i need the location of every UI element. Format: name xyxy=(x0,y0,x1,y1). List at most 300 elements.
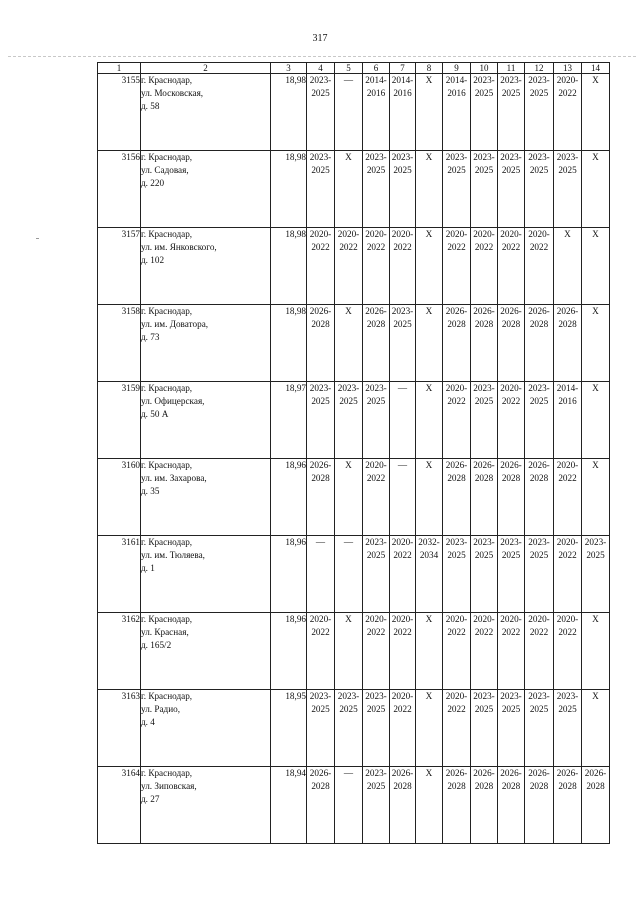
period-cell xyxy=(335,536,363,613)
period-line: 2023- xyxy=(528,691,550,701)
period-cell xyxy=(363,74,390,151)
period-cell xyxy=(390,151,416,228)
address-line: ул. им. Тюляева, xyxy=(141,550,205,560)
period-line: 2023- xyxy=(528,75,550,85)
period-cell xyxy=(443,74,471,151)
period-line: 2028 xyxy=(311,781,330,791)
period-line: 2016 xyxy=(558,396,577,406)
period-cell xyxy=(582,536,610,613)
period-line: 2025 xyxy=(474,165,494,175)
period-line: X xyxy=(592,383,599,393)
period-line: 2028 xyxy=(311,473,330,483)
period-line: 2023- xyxy=(445,537,468,547)
period-line: 2020- xyxy=(365,229,387,239)
period-line: 2025 xyxy=(501,550,521,560)
period-line: 2023- xyxy=(365,768,387,778)
address-line: ул. Офицерская, xyxy=(141,396,205,406)
period-line: 2028 xyxy=(447,781,466,791)
period-cell xyxy=(554,613,582,690)
value-cell: 18,96 xyxy=(271,536,307,613)
period-line: 2025 xyxy=(447,550,466,560)
period-cell xyxy=(307,305,335,382)
period-line: 2022 xyxy=(393,627,412,637)
address-cell xyxy=(141,459,271,536)
period-line: X xyxy=(425,768,433,778)
period-cell xyxy=(498,382,525,459)
period-line: X xyxy=(425,691,433,701)
period-line: 2025 xyxy=(311,396,330,406)
address-line: д. 1 xyxy=(141,563,155,573)
address-line: ул. Московская, xyxy=(141,88,204,98)
period-cell xyxy=(554,151,582,228)
period-line: 2028 xyxy=(474,473,494,483)
period-line: 2026- xyxy=(500,768,522,778)
address-line: д. 35 xyxy=(141,486,160,496)
period-cell xyxy=(390,690,416,767)
period-line: 2022 xyxy=(447,627,466,637)
period-line: 2022 xyxy=(529,242,549,252)
address-cell xyxy=(141,382,271,459)
column-header: 11 xyxy=(498,63,525,74)
address-line: г. Краснодар, xyxy=(141,614,193,624)
period-line: 2028 xyxy=(501,319,521,329)
register-table xyxy=(97,62,610,844)
period-line: 2025 xyxy=(366,165,386,175)
row-number: 3164 xyxy=(98,767,141,844)
column-header: 12 xyxy=(525,63,554,74)
address-line: г. Краснодар, xyxy=(141,75,193,85)
period-cell xyxy=(554,767,582,844)
scan-artifact xyxy=(36,238,39,239)
header-row xyxy=(98,63,610,74)
period-line: 2022 xyxy=(366,627,386,637)
period-line: 2022 xyxy=(447,704,466,714)
period-cell xyxy=(443,151,471,228)
period-cell xyxy=(471,382,498,459)
period-line: X xyxy=(345,614,352,624)
address-line: д. 73 xyxy=(141,332,160,342)
period-line: 2028 xyxy=(311,319,330,329)
page-number: 317 xyxy=(312,33,328,44)
period-cell xyxy=(525,536,554,613)
period-cell xyxy=(471,613,498,690)
period-line: — xyxy=(343,768,354,778)
period-line: 2023- xyxy=(337,383,360,393)
period-line: 2014- xyxy=(445,75,468,85)
period-cell xyxy=(498,74,525,151)
period-line: 2025 xyxy=(529,396,549,406)
period-line: 2023- xyxy=(584,537,607,547)
period-cell xyxy=(363,767,390,844)
period-cell xyxy=(498,305,525,382)
column-header: 14 xyxy=(582,63,610,74)
period-line: 2023- xyxy=(391,152,414,162)
column-header: 1 xyxy=(98,63,141,74)
period-line: 2023- xyxy=(500,152,522,162)
address-line: д. 58 xyxy=(141,101,160,111)
column-header: 5 xyxy=(335,63,363,74)
period-line: 2023- xyxy=(473,383,495,393)
period-line: 2016 xyxy=(393,88,412,98)
period-line: 2020- xyxy=(391,229,414,239)
period-line: 2026- xyxy=(365,306,387,316)
period-line: 2023- xyxy=(365,383,387,393)
period-line: X xyxy=(345,460,352,470)
period-line: 2020- xyxy=(365,460,387,470)
period-line: 2022 xyxy=(393,550,412,560)
period-cell xyxy=(390,767,416,844)
address-cell xyxy=(141,228,271,305)
period-cell xyxy=(416,690,443,767)
period-cell xyxy=(416,74,443,151)
column-header: 13 xyxy=(554,63,582,74)
period-line: 2023- xyxy=(337,691,360,701)
table-row xyxy=(98,613,610,690)
period-line: 2026- xyxy=(528,768,550,778)
period-cell xyxy=(471,459,498,536)
period-cell xyxy=(416,613,443,690)
value-cell: 18,98 xyxy=(271,305,307,382)
address-line: д. 27 xyxy=(141,794,160,804)
period-cell xyxy=(498,228,525,305)
period-line: 2020- xyxy=(473,229,495,239)
period-line: 2025 xyxy=(474,550,494,560)
period-line: 2020- xyxy=(337,229,360,239)
period-cell xyxy=(498,767,525,844)
row-number: 3160 xyxy=(98,459,141,536)
period-line: 2025 xyxy=(339,704,358,714)
address-cell xyxy=(141,536,271,613)
address-line: д. 220 xyxy=(141,178,165,188)
period-line: X xyxy=(425,152,433,162)
period-cell xyxy=(554,536,582,613)
address-cell xyxy=(141,74,271,151)
table-row xyxy=(98,382,610,459)
period-cell xyxy=(335,151,363,228)
period-cell xyxy=(554,459,582,536)
period-line: 2026- xyxy=(445,460,468,470)
period-line: 2026- xyxy=(309,460,332,470)
period-line: 2025 xyxy=(366,781,386,791)
table-row xyxy=(98,536,610,613)
address-cell xyxy=(141,613,271,690)
period-line: 2025 xyxy=(474,704,494,714)
address-line: д. 165/2 xyxy=(141,640,172,650)
period-cell xyxy=(554,690,582,767)
period-line: 2034 xyxy=(419,550,439,560)
period-line: 2020- xyxy=(445,229,468,239)
period-line: 2023- xyxy=(309,152,332,162)
period-line: 2026- xyxy=(309,768,332,778)
period-cell xyxy=(582,382,610,459)
period-line: 2028 xyxy=(529,319,549,329)
period-line: 2025 xyxy=(366,704,386,714)
row-number: 3159 xyxy=(98,382,141,459)
period-line: 2022 xyxy=(311,627,330,637)
row-number: 3158 xyxy=(98,305,141,382)
period-line: 2020- xyxy=(309,614,332,624)
column-header: 3 xyxy=(271,63,307,74)
period-line: 2026- xyxy=(309,306,332,316)
period-cell xyxy=(554,228,582,305)
period-cell xyxy=(582,151,610,228)
table-row xyxy=(98,305,610,382)
table-body xyxy=(98,63,610,844)
period-line: 2025 xyxy=(501,704,521,714)
period-line: 2028 xyxy=(447,473,466,483)
table-row xyxy=(98,690,610,767)
period-line: 2025 xyxy=(529,704,549,714)
period-line: X xyxy=(592,152,599,162)
period-cell xyxy=(525,459,554,536)
address-line: ул. им. Янковского, xyxy=(141,242,217,252)
period-cell xyxy=(443,305,471,382)
address-line: ул. Садовая, xyxy=(141,165,189,175)
period-line: 2028 xyxy=(501,473,521,483)
address-line: ул. Зиповская, xyxy=(141,781,197,791)
period-cell xyxy=(307,613,335,690)
period-line: 2028 xyxy=(529,781,549,791)
period-line: 2020- xyxy=(391,614,414,624)
table-row xyxy=(98,228,610,305)
period-line: 2020- xyxy=(500,614,522,624)
period-line: 2025 xyxy=(366,550,386,560)
period-line: — xyxy=(343,537,354,547)
period-line: 2025 xyxy=(366,396,386,406)
column-header: 8 xyxy=(416,63,443,74)
period-cell xyxy=(498,151,525,228)
period-line: 2025 xyxy=(501,165,521,175)
period-cell xyxy=(525,305,554,382)
period-cell xyxy=(335,613,363,690)
value-cell: 18,97 xyxy=(271,382,307,459)
period-line: 2023- xyxy=(473,75,495,85)
period-line: 2026- xyxy=(391,768,414,778)
period-line: 2020- xyxy=(500,229,522,239)
period-cell xyxy=(554,305,582,382)
period-line: 2025 xyxy=(558,165,577,175)
period-cell xyxy=(525,74,554,151)
period-cell xyxy=(471,536,498,613)
period-line: 2023- xyxy=(473,537,495,547)
period-line: 2020- xyxy=(391,691,414,701)
row-number: 3162 xyxy=(98,613,141,690)
period-line: X xyxy=(425,229,433,239)
address-cell xyxy=(141,305,271,382)
period-cell xyxy=(443,690,471,767)
value-cell: 18,95 xyxy=(271,690,307,767)
period-line: 2025 xyxy=(501,88,521,98)
period-line: 2023- xyxy=(309,75,332,85)
period-line: 2025 xyxy=(311,165,330,175)
period-line: X xyxy=(345,306,352,316)
period-line: 2032- xyxy=(418,537,440,547)
period-line: — xyxy=(343,75,354,85)
period-cell xyxy=(363,151,390,228)
address-line: ул. Радио, xyxy=(141,704,181,714)
period-line: 2025 xyxy=(558,704,577,714)
scan-edge-line xyxy=(8,56,636,57)
address-line: ул. Красная, xyxy=(141,627,189,637)
period-line: 2023- xyxy=(309,691,332,701)
period-line: 2026- xyxy=(473,306,495,316)
period-cell xyxy=(471,767,498,844)
period-line: 2026- xyxy=(473,768,495,778)
period-line: 2023- xyxy=(309,383,332,393)
period-line: 2020- xyxy=(556,537,579,547)
address-line: г. Краснодар, xyxy=(141,229,193,239)
period-line: 2014- xyxy=(365,75,387,85)
period-line: 2022 xyxy=(501,627,521,637)
period-cell xyxy=(471,690,498,767)
period-line: 2020- xyxy=(309,229,332,239)
period-line: 2023- xyxy=(556,691,579,701)
period-line: — xyxy=(315,537,326,547)
address-line: д. 50 А xyxy=(141,409,169,419)
period-cell xyxy=(307,690,335,767)
period-line: 2016 xyxy=(366,88,386,98)
period-line: 2022 xyxy=(474,242,494,252)
period-line: 2026- xyxy=(445,768,468,778)
period-cell xyxy=(582,767,610,844)
period-line: 2022 xyxy=(393,704,412,714)
period-line: 2022 xyxy=(501,242,521,252)
period-line: 2014- xyxy=(556,383,579,393)
period-line: 2020- xyxy=(473,614,495,624)
period-cell xyxy=(525,228,554,305)
period-line: 2028 xyxy=(393,781,412,791)
period-cell xyxy=(416,459,443,536)
period-line: 2026- xyxy=(500,306,522,316)
address-line: ул. им. Захарова, xyxy=(141,473,207,483)
period-line: 2028 xyxy=(501,781,521,791)
period-cell xyxy=(582,74,610,151)
period-line: 2022 xyxy=(447,242,466,252)
period-cell xyxy=(335,74,363,151)
period-line: X xyxy=(592,691,599,701)
period-cell xyxy=(363,459,390,536)
period-line: 2026- xyxy=(556,306,579,316)
period-line: 2025 xyxy=(474,88,494,98)
period-cell xyxy=(335,690,363,767)
period-line: 2022 xyxy=(529,627,549,637)
period-line: 2016 xyxy=(447,88,466,98)
period-line: X xyxy=(592,460,599,470)
period-cell xyxy=(471,305,498,382)
period-line: 2022 xyxy=(366,242,386,252)
period-cell xyxy=(471,74,498,151)
period-cell xyxy=(307,74,335,151)
address-line: д. 102 xyxy=(141,255,165,265)
period-cell xyxy=(443,613,471,690)
period-cell xyxy=(416,767,443,844)
period-line: 2028 xyxy=(529,473,549,483)
period-line: 2028 xyxy=(558,319,577,329)
period-cell xyxy=(498,690,525,767)
period-line: 2028 xyxy=(447,319,466,329)
period-line: X xyxy=(564,229,571,239)
period-line: 2026- xyxy=(584,768,607,778)
period-line: 2020- xyxy=(556,614,579,624)
period-cell xyxy=(390,74,416,151)
period-line: 2028 xyxy=(558,781,577,791)
table-row xyxy=(98,459,610,536)
column-header: 4 xyxy=(307,63,335,74)
period-cell xyxy=(554,74,582,151)
period-cell xyxy=(307,459,335,536)
period-line: 2023- xyxy=(500,75,522,85)
period-cell xyxy=(363,536,390,613)
period-line: 2028 xyxy=(474,319,494,329)
period-line: 2020- xyxy=(445,614,468,624)
period-cell xyxy=(307,228,335,305)
period-line: 2020- xyxy=(445,383,468,393)
period-line: 2020- xyxy=(500,383,522,393)
period-line: 2022 xyxy=(558,88,577,98)
period-line: 2023- xyxy=(473,152,495,162)
period-cell xyxy=(443,767,471,844)
period-cell xyxy=(363,305,390,382)
period-line: X xyxy=(592,229,599,239)
period-line: 2025 xyxy=(339,396,358,406)
period-line: 2020- xyxy=(365,614,387,624)
period-line: 2026- xyxy=(473,460,495,470)
period-line: 2022 xyxy=(474,627,494,637)
period-cell xyxy=(416,228,443,305)
period-cell xyxy=(335,228,363,305)
period-cell xyxy=(390,613,416,690)
period-line: 2025 xyxy=(529,88,549,98)
period-cell xyxy=(416,305,443,382)
period-line: 2028 xyxy=(366,319,386,329)
period-line: X xyxy=(425,614,433,624)
address-line: д. 4 xyxy=(141,717,155,727)
period-cell xyxy=(525,151,554,228)
period-line: 2022 xyxy=(366,473,386,483)
period-line: 2020- xyxy=(445,691,468,701)
period-line: — xyxy=(397,383,408,393)
period-line: 2025 xyxy=(474,396,494,406)
address-line: г. Краснодар, xyxy=(141,691,193,701)
period-line: 2022 xyxy=(447,396,466,406)
period-cell xyxy=(307,767,335,844)
row-number: 3157 xyxy=(98,228,141,305)
value-cell: 18,96 xyxy=(271,613,307,690)
period-cell xyxy=(307,151,335,228)
period-cell xyxy=(416,536,443,613)
period-cell xyxy=(498,536,525,613)
period-line: X xyxy=(592,614,599,624)
period-cell xyxy=(363,613,390,690)
address-cell xyxy=(141,690,271,767)
period-cell xyxy=(390,228,416,305)
period-line: 2022 xyxy=(339,242,358,252)
period-cell xyxy=(525,690,554,767)
period-line: 2022 xyxy=(558,473,577,483)
period-cell xyxy=(390,305,416,382)
period-line: X xyxy=(345,152,352,162)
period-line: 2025 xyxy=(393,319,412,329)
period-line: 2023- xyxy=(528,383,550,393)
period-line: 2020- xyxy=(528,229,550,239)
row-number: 3161 xyxy=(98,536,141,613)
period-line: X xyxy=(592,306,599,316)
address-line: г. Краснодар, xyxy=(141,306,193,316)
period-line: 2025 xyxy=(311,704,330,714)
column-header: 7 xyxy=(390,63,416,74)
address-line: г. Краснодар, xyxy=(141,537,193,547)
period-line: 2023- xyxy=(556,152,579,162)
